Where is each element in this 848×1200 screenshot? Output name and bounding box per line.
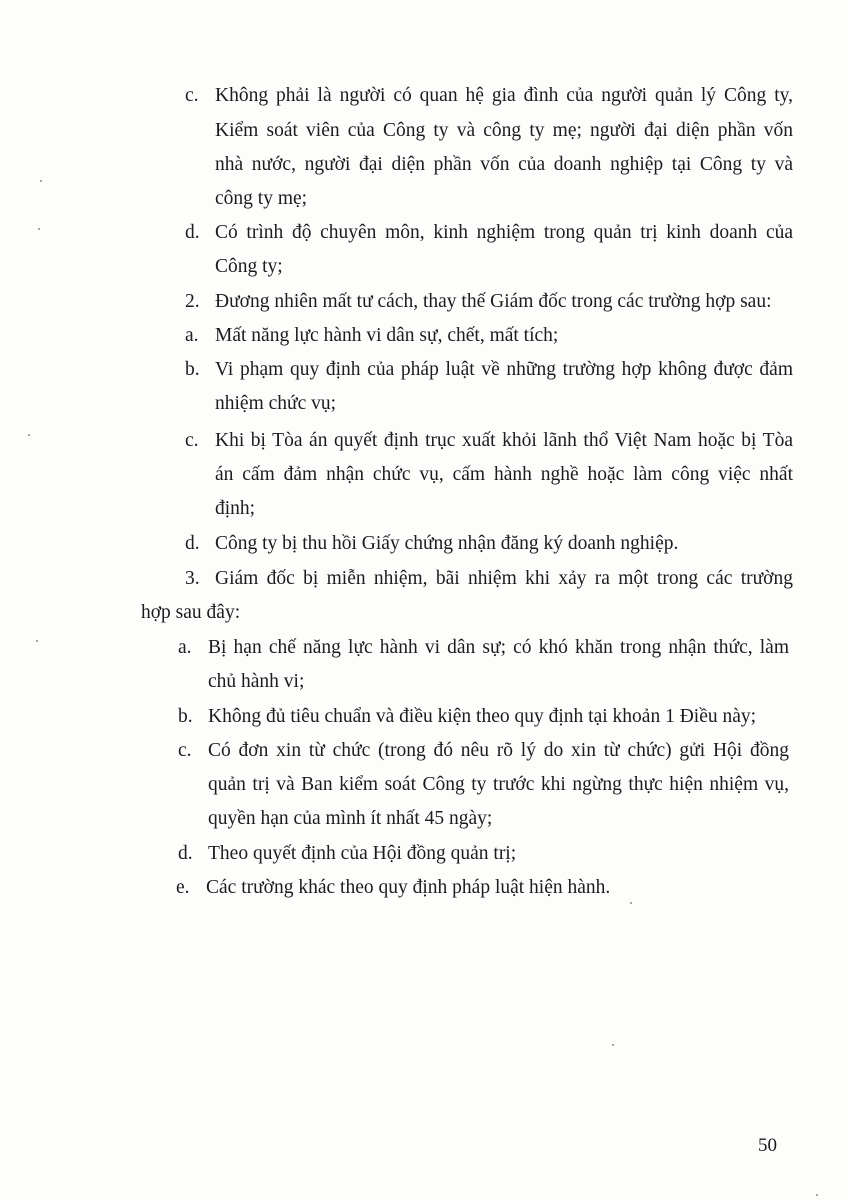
scan-speck bbox=[630, 902, 632, 904]
item-text-line: Bị hạn chế năng lực hành vi dân sự; có khó khăn trong nhận thức, làm bbox=[208, 637, 789, 658]
item-text-line: Công ty bị thu hồi Giấy chứng nhận đăng ký doanh nghiệp. bbox=[215, 533, 679, 554]
item-text-line: Có trình độ chuyên môn, kinh nghiệm trong quản trị kinh doanh của bbox=[215, 222, 793, 243]
scan-speck bbox=[28, 434, 30, 436]
item-text-line: Công ty; bbox=[215, 256, 283, 277]
item-text-line: công ty mẹ; bbox=[215, 188, 308, 209]
item-label: d. bbox=[185, 533, 200, 554]
item-text-line: Theo quyết định của Hội đồng quản trị; bbox=[208, 843, 517, 864]
item-text-line: Không đủ tiêu chuẩn và điều kiện theo quy định tại khoản 1 Điều này; bbox=[208, 706, 757, 727]
scan-speck bbox=[36, 640, 38, 642]
item-text-line: định; bbox=[215, 498, 256, 519]
item-label: b. bbox=[185, 359, 200, 380]
item-text-line: chủ hành vi; bbox=[208, 671, 305, 692]
item-label: b. bbox=[178, 706, 193, 727]
item-text-line: hợp sau đây: bbox=[141, 602, 241, 623]
item-text-line: Khi bị Tòa án quyết định trục xuất khỏi lãnh thổ Việt Nam hoặc bị Tòa bbox=[215, 430, 793, 451]
item-label: d. bbox=[185, 222, 200, 243]
item-label: c. bbox=[185, 85, 199, 106]
item-text-line: Không phải là người có quan hệ gia đình của người quản lý Công ty, bbox=[215, 85, 793, 106]
section-number: 3. bbox=[185, 568, 200, 589]
section-number: 2. bbox=[185, 291, 200, 312]
item-label: a. bbox=[185, 325, 199, 346]
item-text-line: quyền hạn của mình ít nhất 45 ngày; bbox=[208, 808, 493, 829]
page-number: 50 bbox=[758, 1135, 777, 1156]
item-text-line: nhiệm chức vụ; bbox=[215, 393, 337, 414]
scan-speck bbox=[816, 1194, 818, 1196]
item-text-line: Đương nhiên mất tư cách, thay thế Giám đốc trong các trường hợp sau: bbox=[215, 291, 772, 312]
scan-speck bbox=[38, 228, 40, 230]
item-text-line: Mất năng lực hành vi dân sự, chết, mất tích; bbox=[215, 325, 559, 346]
item-text-line: Vi phạm quy định của pháp luật về những trường hợp không được đảm bbox=[215, 359, 793, 380]
item-text-line: nhà nước, người đại diện phần vốn của doanh nghiệp tại Công ty và bbox=[215, 154, 793, 175]
item-label: e. bbox=[176, 877, 190, 898]
item-text-line: Kiểm soát viên của Công ty và công ty mẹ; người đại diện phần vốn bbox=[215, 120, 793, 141]
item-text-line: án cấm đảm nhận chức vụ, cấm hành nghề hoặc làm công việc nhất bbox=[215, 464, 793, 485]
item-text-line: Các trường khác theo quy định pháp luật hiện hành. bbox=[206, 877, 611, 898]
scan-speck bbox=[612, 1044, 614, 1046]
item-label: c. bbox=[178, 740, 192, 761]
item-text-line: quản trị và Ban kiểm soát Công ty trước khi ngừng thực hiện nhiệm vụ, bbox=[208, 774, 789, 795]
item-text-line: Có đơn xin từ chức (trong đó nêu rõ lý do xin từ chức) gửi Hội đồng bbox=[208, 740, 789, 761]
item-label: d. bbox=[178, 843, 193, 864]
item-label: c. bbox=[185, 430, 199, 451]
item-text-line: Giám đốc bị miễn nhiệm, bãi nhiệm khi xảy ra một trong các trường bbox=[215, 568, 793, 589]
item-label: a. bbox=[178, 637, 192, 658]
scan-speck bbox=[40, 180, 42, 182]
